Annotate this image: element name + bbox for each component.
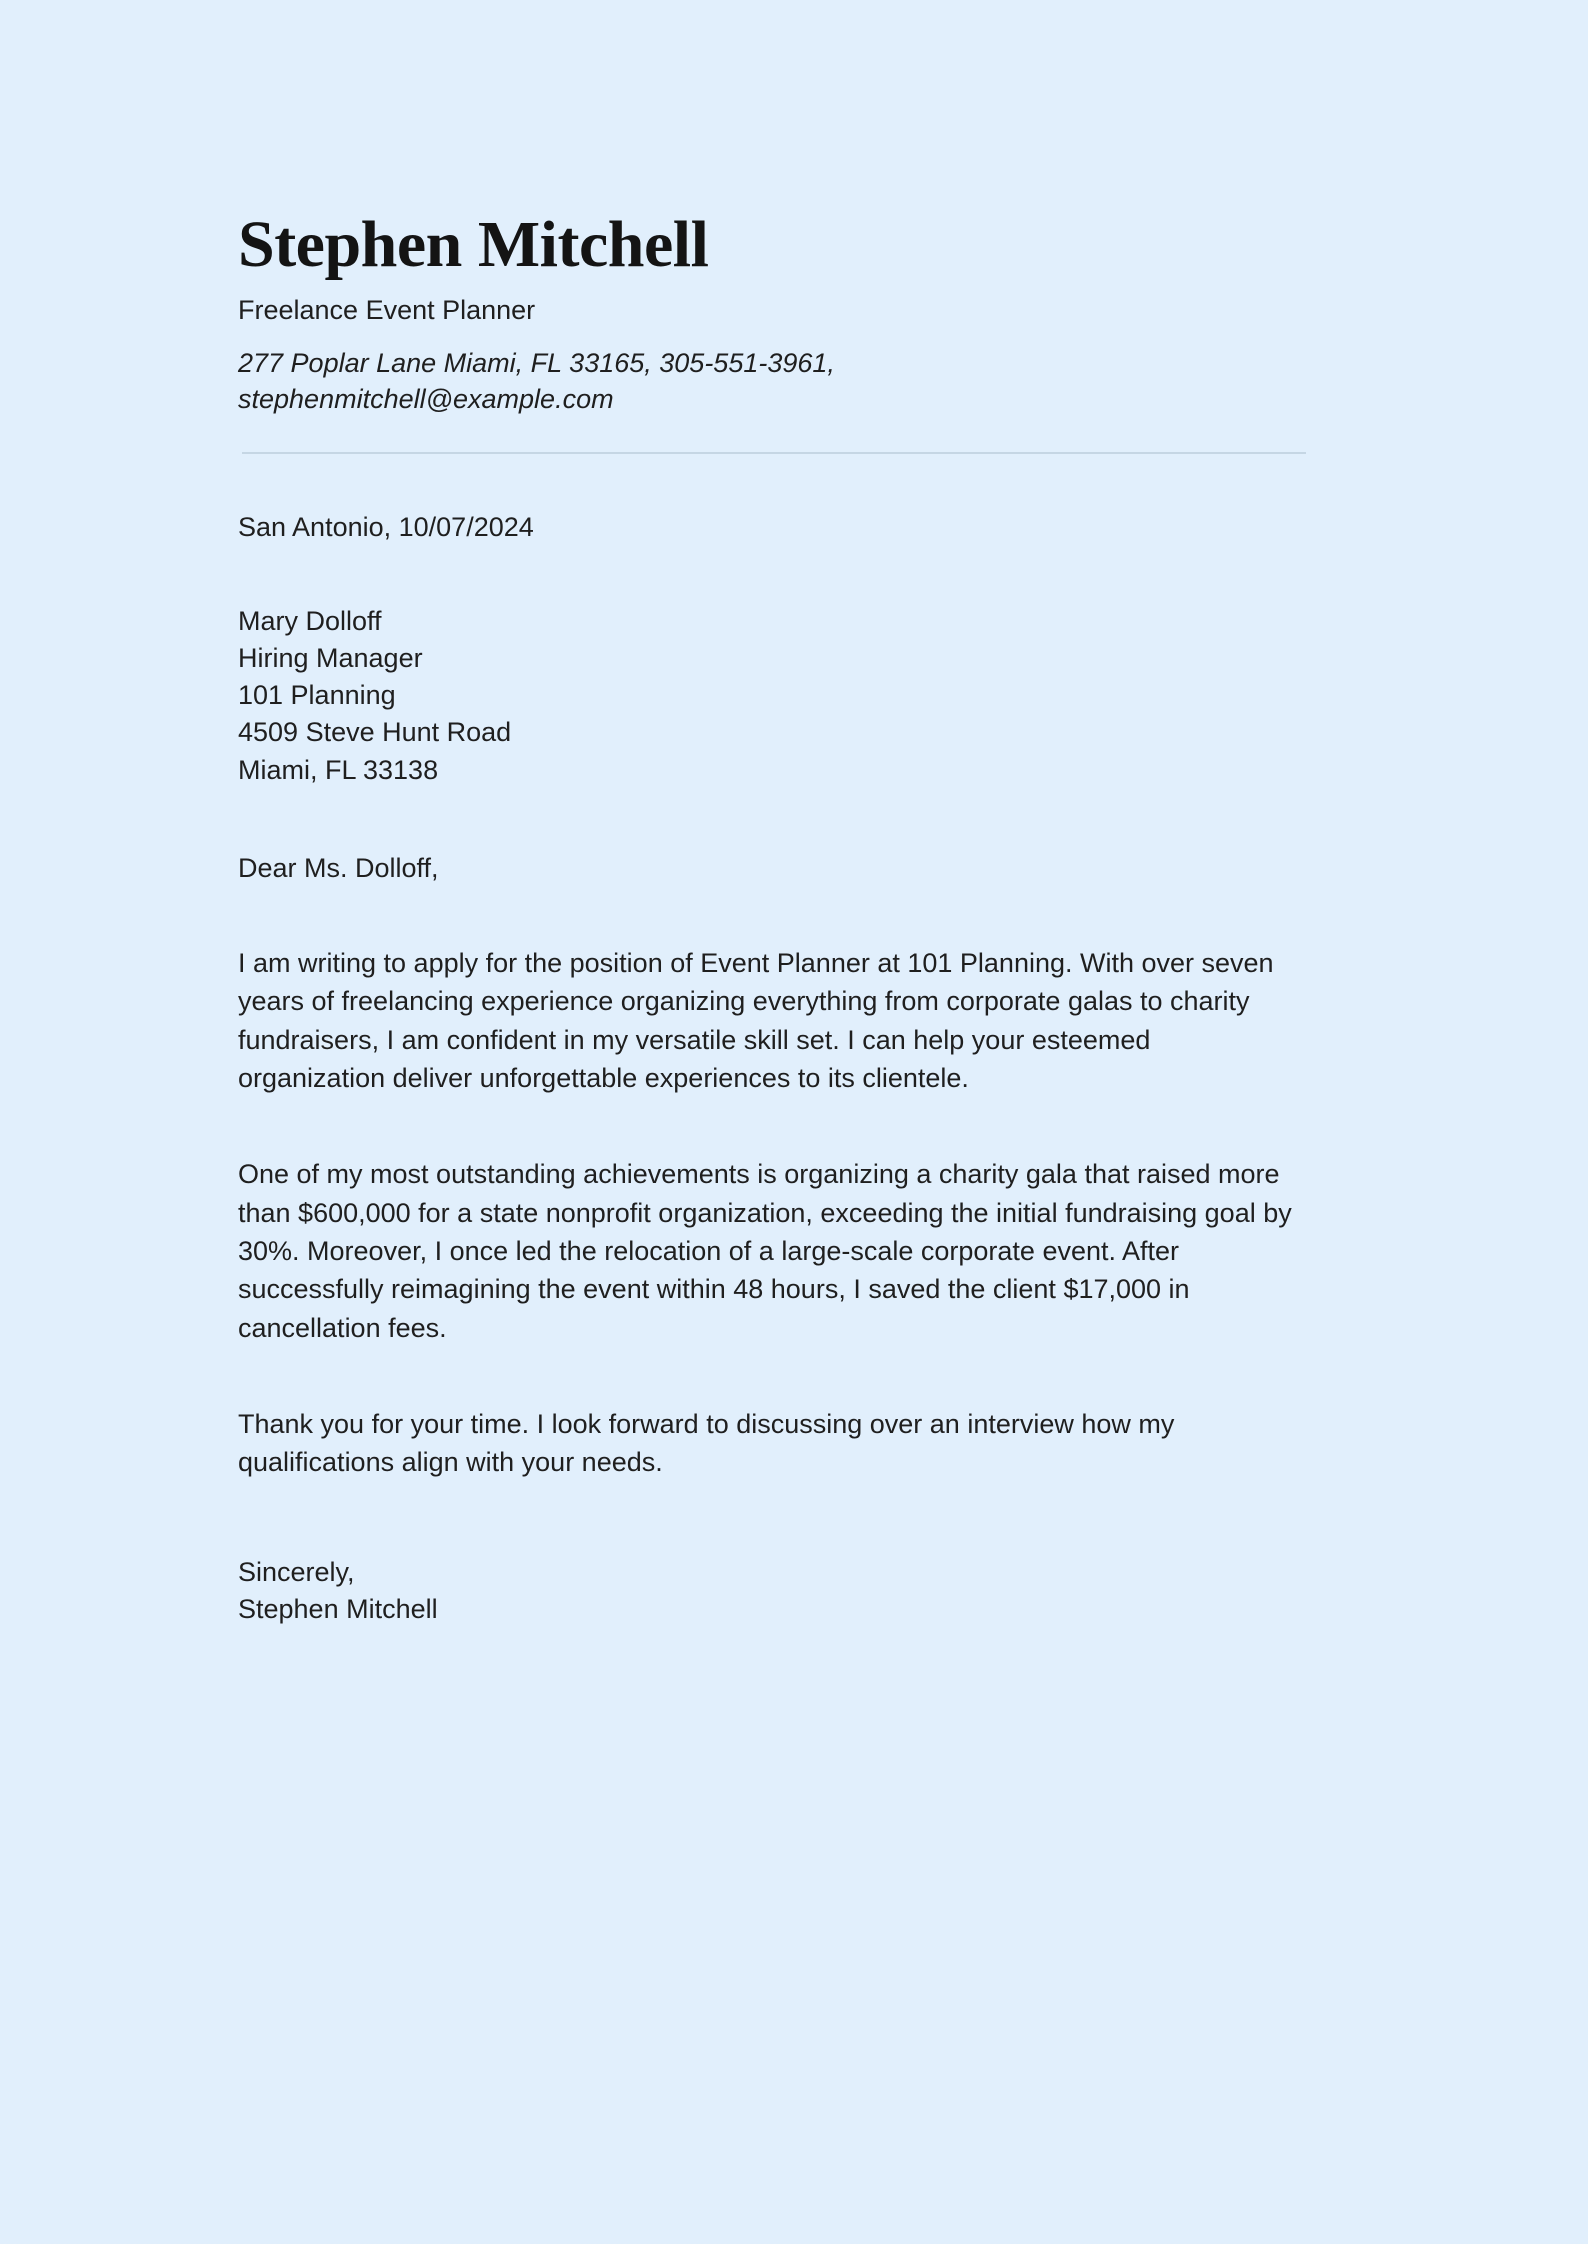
recipient-title: Hiring Manager	[238, 642, 423, 673]
salutation: Dear Ms. Dolloff,	[238, 852, 439, 883]
recipient-address-block	[238, 603, 1310, 789]
signature-name: Stephen Mitchell	[238, 1593, 438, 1624]
valediction: Sincerely,	[238, 1556, 355, 1587]
letter-content	[238, 210, 1310, 1628]
recipient-company: 101 Planning	[238, 680, 396, 711]
date-line: San Antonio, 10/07/2024	[238, 511, 534, 542]
closing-block	[238, 1554, 1310, 1629]
recipient-street: 4509 Steve Hunt Road	[238, 717, 512, 748]
body-paragraph-1: I am writing to apply for the position of Event Planner at 101 Planning. With over seven years of freelancing experience organizing everything from corporate galas to charity fundraisers, I am confident in my versatile skill set. I can help your esteemed organization deliver unforgettable experiences to its clientele.	[238, 947, 1274, 1093]
recipient-name: Mary Dolloff	[238, 605, 382, 636]
body-paragraph-2: One of my most outstanding achievements is organizing a charity gala that raised more than $600,000 for a state nonprofit organization, exceeding the initial fundraising goal by 30%. Moreover, I once led the relocation of a large-scale corporate event. After successfully reimagining the event within 48 hours, I saved the client $17,000 in cancellation fees.	[238, 1159, 1292, 1343]
applicant-role: Freelance Event Planner	[238, 294, 536, 325]
recipient-city-state-zip: Miami, FL 33138	[238, 754, 439, 785]
body-paragraph-3: Thank you for your time. I look forward to discussing over an interview how my qualifications align with your needs.	[238, 1408, 1175, 1478]
header-divider	[242, 452, 1306, 454]
page-title: Stephen Mitchell	[238, 208, 709, 281]
applicant-contact-info: 277 Poplar Lane Miami, FL 33165, 305-551-3961, stephenmitchell@example.com	[238, 347, 835, 414]
